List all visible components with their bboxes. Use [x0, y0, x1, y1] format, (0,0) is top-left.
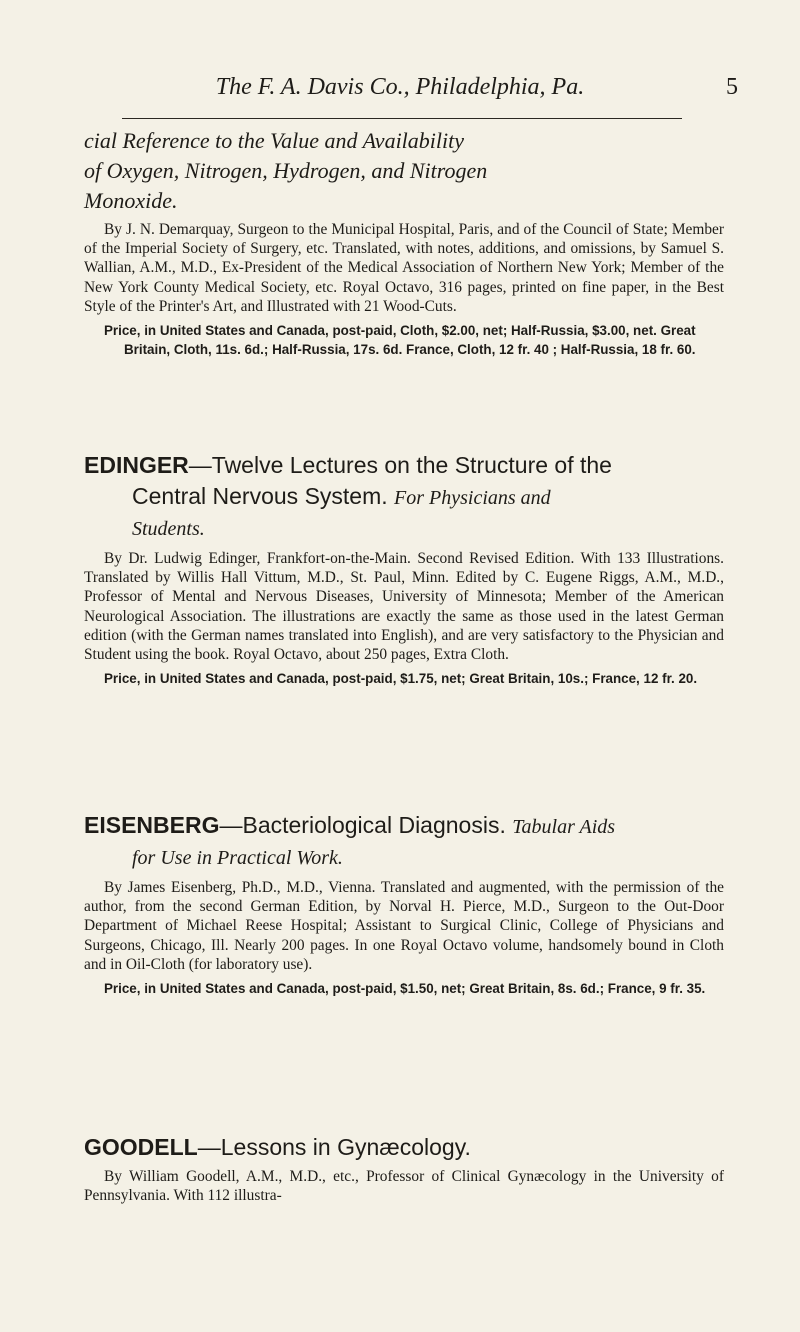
entry-title-line: of Oxygen, Nitrogen, Hydrogen, and Nitrogen — [84, 158, 488, 183]
entry-goodell — [84, 1132, 724, 1205]
entry-title-line: cial Reference to the Value and Availability — [84, 128, 465, 153]
entry-edinger — [84, 450, 724, 688]
entry-demarquay — [84, 126, 724, 359]
entry-price: Price, in United States and Canada, post-paid, Cloth, $2.00, net; Half-Russia, $3.00, net. Great Britain, Cloth, 11s. 6d.; Half-Russia, 17s. 6d. France, Cloth, 12 fr. 40 ; Half-Russia, 18 fr. 60. — [104, 323, 696, 358]
entry-heading-text: —Lessons in Gynæcology. — [197, 1134, 471, 1160]
entry-author: EDINGER — [84, 452, 189, 478]
header-rule — [122, 118, 682, 119]
running-head-title: The F. A. Davis Co., Philadelphia, Pa. — [215, 74, 585, 100]
entry-heading-italic-2: Students. — [132, 518, 205, 540]
entry-heading-italic: Tabular Aids — [512, 816, 616, 838]
entry-author: GOODELL — [84, 1134, 198, 1160]
entry-description: By James Eisenberg, Ph.D., M.D., Vienna. Translated and augmented, with the permission of the author, from the second German Edition, by Norval H. Pierce, M.D., Surgeon to the Out-Door Department of Michael Reese Hospital; Assistant to Surgical Clinic, College of Physicians and Surgeons, Chicago, Ill. Nearly 200 pages. In one Royal Octavo volume, handsomely bound in Cloth and in Oil-Cloth (for laboratory use). — [84, 879, 724, 973]
entry-title-line: Monoxide. — [84, 188, 178, 213]
running-head — [0, 74, 800, 108]
entry-heading — [84, 450, 724, 545]
entry-heading — [84, 810, 724, 874]
entry-heading-italic-2: for Use in Practical Work. — [132, 847, 343, 869]
entry-description: By J. N. Demarquay, Surgeon to the Municipal Hospital, Paris, and of the Council of State; Member of the Imperial Society of Surgery, etc. Translated, with notes, additions, and omissions, by Samuel S. Wallian, A.M., M.D., Ex-President of the Medical Association of Northern New York; Member of the New York County Medical Society, etc. Royal Octavo, 316 pages, printed on fine paper, in the Best Style of the Printer's Art, and Illustrated with 21 Wood-Cuts. — [84, 221, 724, 315]
entry-author: EISENBERG — [84, 812, 220, 838]
entry-description: By Dr. Ludwig Edinger, Frankfort-on-the-Main. Second Revised Edition. With 133 Illustrations. Translated by Willis Hall Vittum, M.D., St. Paul, Minn. Edited by C. Eugene Riggs, A.M., M.D., Professor of Mental and Nervous Diseases, University of Minnesota; Member of the American Neurological Association. The illustrations are exactly the same as those used in the latest German edition (with the German names translated into English), and are very satisfactory to the Physician and Student using the book. Royal Octavo, about 250 pages, Extra Cloth. — [84, 550, 724, 664]
entry-heading — [84, 1132, 724, 1163]
page-number: 5 — [726, 74, 738, 100]
entry-price: Price, in United States and Canada, post-paid, $1.50, net; Great Britain, 8s. 6d.; France, 9 fr. 35. — [104, 981, 706, 997]
entry-heading-text: —Twelve Lectures on the Structure of the — [188, 452, 612, 478]
entry-description: By William Goodell, A.M., M.D., etc., Professor of Clinical Gynæcology in the University of Pennsylvania. With 112 illustra- — [84, 1168, 724, 1205]
entry-heading-italic: For Physicians and — [394, 487, 551, 509]
entry-heading-continuation — [84, 481, 724, 514]
entry-heading-text-2: Central Nervous System. — [132, 483, 388, 509]
entry-heading-text: —Bacteriological Diagnosis. — [219, 812, 506, 838]
entry-price: Price, in United States and Canada, post-paid, $1.75, net; Great Britain, 10s.; France, 12 fr. 20. — [104, 671, 698, 687]
entry-eisenberg — [84, 810, 724, 998]
